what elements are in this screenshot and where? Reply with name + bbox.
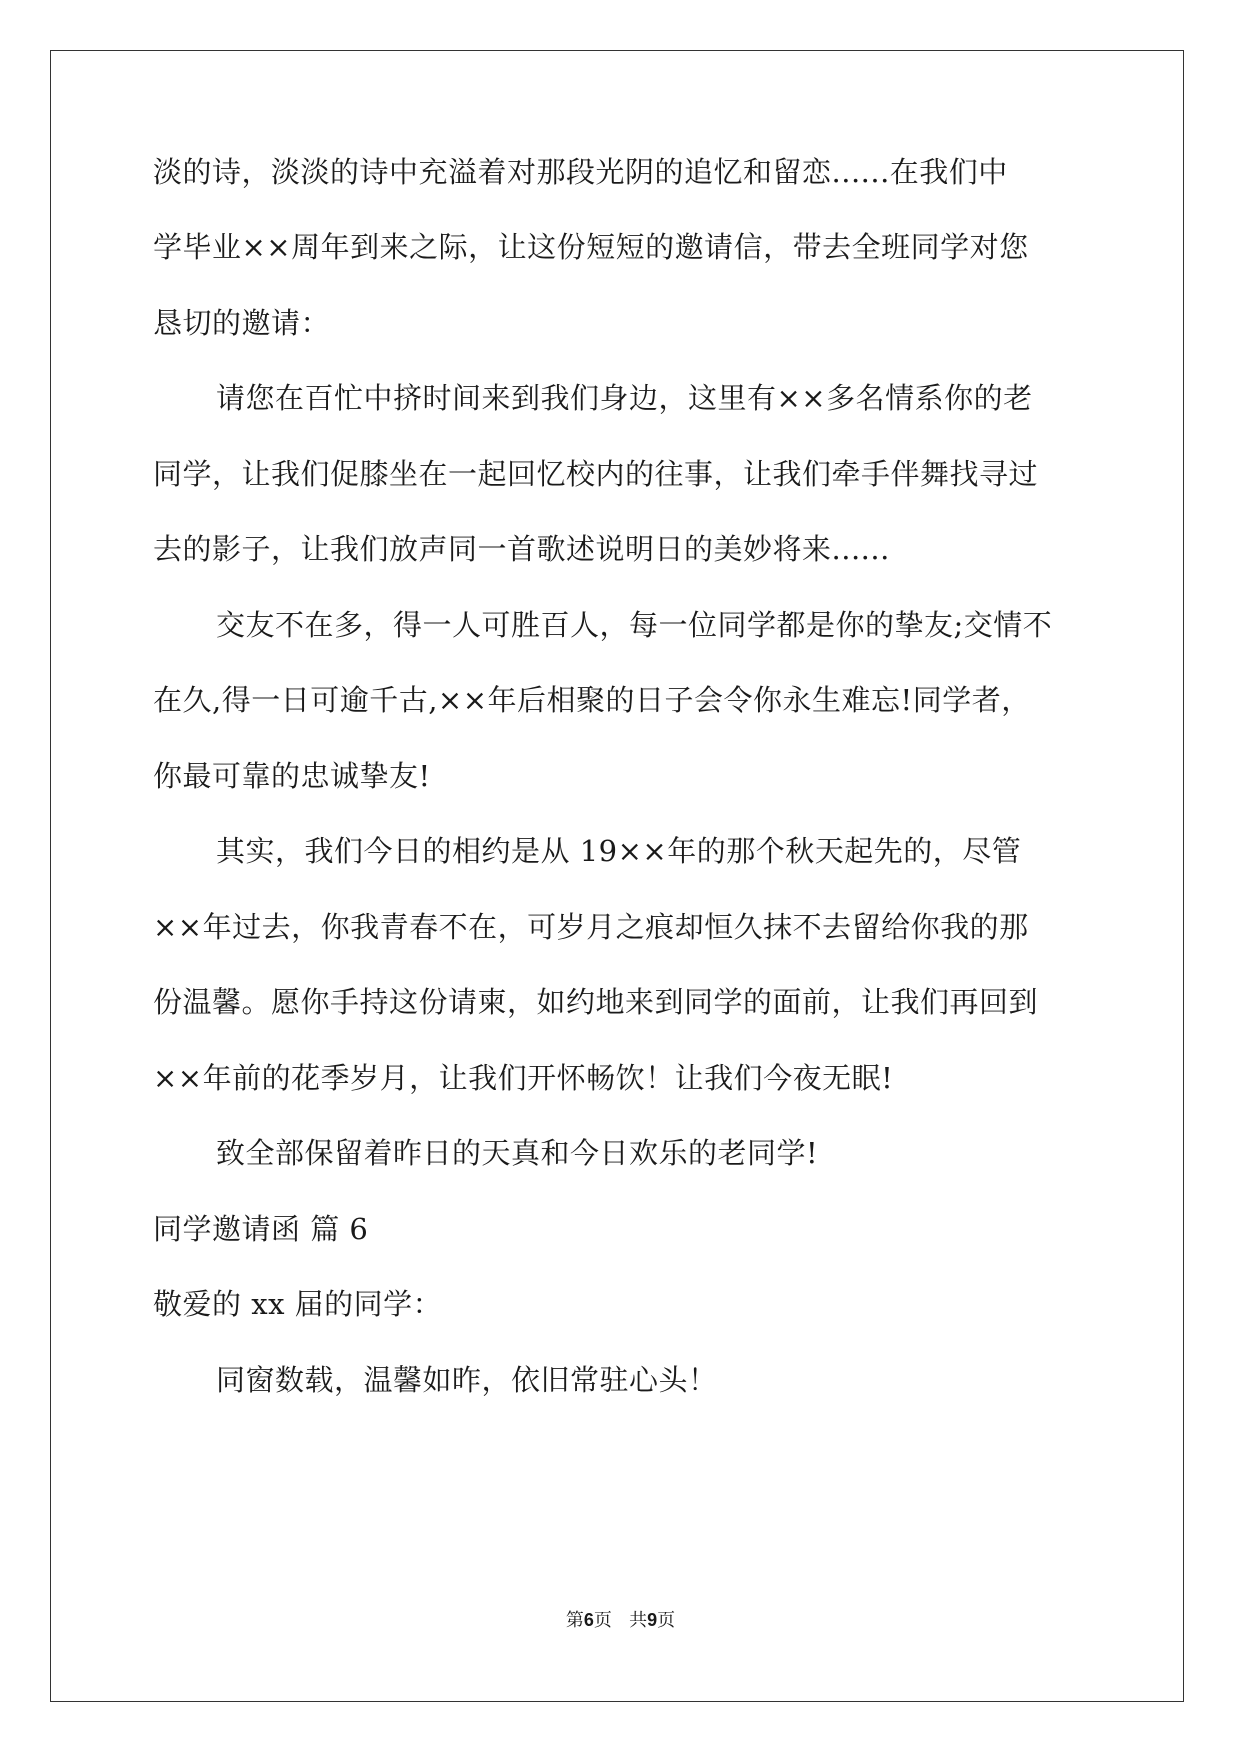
text-line: ××年过去，你我青春不在，可岁月之痕却恒久抹不去留给你我的那 (153, 910, 1029, 944)
text-line: 学毕业××周年到来之际，让这份短短的邀请信，带去全班同学对您 (153, 230, 1029, 264)
footer-suffix: 页 (657, 1610, 676, 1631)
text-line: 份温馨。愿你手持这份请柬，如约地来到同学的面前，让我们再回到 (153, 985, 1039, 1019)
text-line: 同窗数载，温馨如昨，依旧常驻心头！ (216, 1363, 718, 1397)
text-line: 在久,得一日可逾千古,××年后相聚的日子会令你永生难忘!同学者， (153, 683, 1031, 717)
footer-prefix: 第 (565, 1610, 584, 1631)
footer-middle: 页 共 (593, 1610, 648, 1631)
text-line: 淡的诗，淡淡的诗中充溢着对那段光阴的追忆和留恋......在我们中 (153, 155, 1008, 189)
total-page-number: 9 (647, 1610, 658, 1630)
text-line: 其实，我们今日的相约是从 19××年的那个秋天起先的，尽管 (216, 834, 1022, 868)
text-line: ××年前的花季岁月，让我们开怀畅饮！让我们今夜无眠! (153, 1061, 894, 1095)
salutation: 敬爱的 xx 届的同学： (153, 1287, 443, 1321)
text-line: 同学，让我们促膝坐在一起回忆校内的往事，让我们牵手伴舞找寻过 (153, 457, 1039, 491)
text-line: 请您在百忙中挤时间来到我们身边，这里有××多名情系你的老 (216, 381, 1033, 415)
current-page-number: 6 (583, 1610, 594, 1630)
text-line: 去的影子，让我们放声同一首歌述说明日的美妙将来...... (153, 532, 890, 566)
text-line: 交友不在多，得一人可胜百人，每一位同学都是你的挚友;交情不 (216, 608, 1053, 642)
section-heading: 同学邀请函 篇 6 (153, 1212, 369, 1246)
text-line: 致全部保留着昨日的天真和今日欢乐的老同学! (216, 1136, 819, 1170)
text-line: 恳切的邀请： (153, 306, 331, 340)
text-line: 你最可靠的忠诚挚友! (153, 759, 431, 793)
page-border (50, 50, 1184, 1702)
page-footer (0, 1608, 1241, 1633)
